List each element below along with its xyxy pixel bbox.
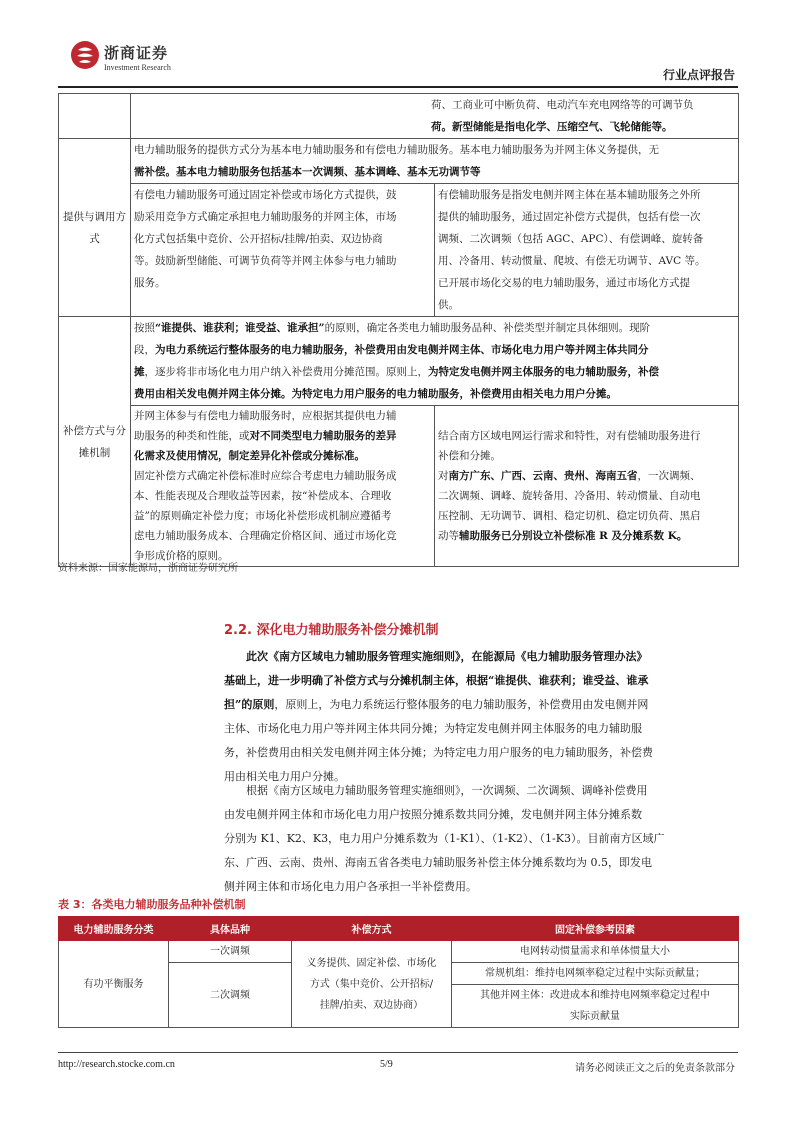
cell-line: 荷。新型储能是指电化学、压缩空气、飞轮储能等。 [431,121,673,133]
text-line: 此次《南方区域电力辅助服务管理实施细则》，在能源局《电力辅助服务管理办法》 [246,650,648,663]
cell-line: 按照“谁提供、谁获利；谁受益、谁承担”的原则，确定各类电力辅助服务品种、补偿类型并制定具体细则。现阶 [134,322,651,334]
cell-line: 用、冷备用、转动惯量、爬坡、有偿无功调节、AVC 等。 [438,255,706,267]
cell-line: 费用由相关发电侧并网主体分摊。为特定电力用户服务的电力辅助服务，补偿费用由相关电力用户分摊。 [134,388,617,400]
table-cell [435,184,739,317]
table-cell [131,94,739,139]
cell-line: 补偿和分摊。 [438,450,501,462]
table-row [59,94,739,139]
text-line: 由发电侧并网主体和市场化电力用户按照分摊系数共同分摊，发电侧并网主体分摊系数 [224,808,642,821]
body-paragraph [224,645,738,789]
table-row [59,941,739,963]
text-line: 务，补偿费用由相关发电侧并网主体分摊；为特定电力用户服务的电力辅助服务，补偿费 [224,746,653,759]
policy-table [58,93,739,567]
text-line: 主体、市场化电力用户等并网主体共同分摊；为特定发电侧并网主体服务的电力辅助服 [224,722,642,735]
table-header-row [59,917,739,941]
table-cell [131,406,435,567]
table-cell-empty [59,94,131,139]
section-title: 2.2. 深化电力辅助服务补偿分摊机制 [224,623,439,638]
row-label: 补偿方式与分摊机制 [59,317,131,567]
cell-line: 摊，逐步将非市场化电力用户纳入补偿费用分摊范围。原则上，为特定发电侧并网主体服务的电力辅助服务，补偿 [134,366,659,378]
table-row [59,139,739,184]
cell-line: 已开展市场化交易的电力辅助服务，通过市场化方式提 [438,277,690,289]
cell-line: 并网主体参与有偿电力辅助服务时，应根据其提供电力辅 [134,410,397,422]
cell-line: 化需求及使用情况，制定差异化补偿或分摊标准。 [134,450,365,462]
cell-line: 益”的原则确定补偿力度；市场化补偿形成机制应遵循考 [134,510,392,522]
cell-line: 需补偿。基本电力辅助服务包括基本一次调频、基本调峰、基本无功调节等 [134,166,481,178]
text-line: 用由相关电力用户分摊。 [224,770,345,783]
cell-line: 服务。 [134,277,166,289]
factor-cell: 常规机组：维持电网频率稳定过程中实际贡献量； [452,963,739,985]
table-cell [131,317,739,406]
cell-line: 争形成价格的原则。 [134,550,229,562]
cell-line: 本、性能表现及合理收益等因素，按“补偿成本、合理收 [134,490,392,502]
table-cell [131,184,435,317]
method-cell: 义务提供、固定补偿、市场化 方式（集中竞价、公开招标/ 挂牌/拍卖、双边协商） [292,941,452,1028]
page-number: 5/9 [380,1059,393,1070]
company-logo-icon [70,40,100,70]
text-line: 侧并网主体和市场化电力用户各承担一半补偿费用。 [224,880,477,893]
column-header: 具体品种 [169,917,292,941]
body-paragraph [224,779,738,899]
category-cell: 有功平衡服务 [59,941,169,1028]
cell-line: 供。 [438,299,459,311]
cell-line: 电力辅助服务的提供方式分为基本电力辅助服务和有偿电力辅助服务。基本电力辅助服务为并网主体义务提供，无 [134,144,659,156]
cell-line: 荷、工商业可中断负荷、电动汽车充电网络等的可调节负 [431,99,694,111]
cell-line: 动等辅助服务已分别设立补偿标准 R 及分摊系数 K。 [438,530,688,542]
cell-line: 虑电力辅助服务成本、合理确定价格区间、通过市场化竞 [134,530,397,542]
cell-line: 助服务的种类和性能，或对不同类型电力辅助服务的差异 [134,430,397,442]
table-row [59,317,739,406]
cell-line: 有偿辅助服务是指发电侧并网主体在基本辅助服务之外所 [438,189,701,201]
cell-line: 励采用竞争方式确定承担电力辅助服务的并网主体，市场 [134,211,397,223]
footer-url-link[interactable]: http://research.stocke.com.cn [58,1059,175,1070]
footer-divider [58,1052,738,1053]
factor-cell: 其他并网主体：改进成本和维持电网频率稳定过程中 实际贡献量 [452,985,739,1028]
row-label: 提供与调用方式 [59,139,131,317]
cell-line: 提供的辅助服务，通过固定补偿方式提供，包括有偿一次 [438,211,701,223]
column-header: 固定补偿参考因素 [452,917,739,941]
cell-line: 化方式包括集中竞价、公开招标/挂牌/拍卖、双边协商 [134,233,383,245]
cell-line: 结合南方区域电网运行需求和特性，对有偿辅助服务进行 [438,430,701,442]
logo-subtext: Investment Research [104,63,171,72]
variety-cell: 一次调频 [169,941,292,963]
column-header: 电力辅助服务分类 [59,917,169,941]
text-line: 担”的原则，原则上，为电力系统运行整体服务的电力辅助服务，补偿费用由发电侧并网 [224,698,649,711]
cell-line: 段，为电力系统运行整体服务的电力辅助服务，补偿费用由发电侧并网主体、市场化电力用户等并网主体共同分 [134,344,649,356]
cell-line: 等。鼓励新型储能、可调节负荷等并网主体参与电力辅助 [134,255,397,267]
header-divider [58,86,738,88]
cell-line: 压控制、无功调节、调相、稳定切机、稳定切负荷、黑启 [438,510,701,522]
footer-disclaimer: 请务必阅读正文之后的免责条款部分 [575,1063,735,1074]
document-type: 行业点评报告 [662,68,735,82]
table-row [59,406,739,567]
cell-line: 二次调频、调峰、旋转备用、冷备用、转动惯量、自动电 [438,490,701,502]
cell-line: 固定补偿方式确定补偿标准时应综合考虑电力辅助服务成 [134,470,397,482]
table-title: 表 3：各类电力辅助服务品种补偿机制 [58,898,246,911]
text-line: 根据《南方区域电力辅助服务管理实施细则》，一次调频、二次调频、调峰补偿费用 [246,784,648,797]
table-cell [131,139,739,184]
table-cell [435,406,739,567]
cell-line: 有偿电力辅助服务可通过固定补偿或市场化方式提供，鼓 [134,189,397,201]
factor-cell: 电网转动惯量需求和单体惯量大小 [452,941,739,963]
variety-cell: 二次调频 [169,963,292,1028]
text-line: 东、广西、云南、贵州、海南五省各类电力辅助服务补偿主体分摊系数均为 0.5，即发电 [224,856,652,869]
table-row [59,184,739,317]
source-note: 资料来源：国家能源局，浙商证券研究所 [58,563,238,574]
text-line: 基础上，进一步明确了补偿方式与分摊机制主体，根据“谁提供、谁获利；谁受益、谁承 [224,674,649,687]
cell-line: 对南方广东、广西、云南、贵州、海南五省，一次调频、 [438,470,701,482]
column-header: 补偿方式 [292,917,452,941]
logo-text: 浙商证券 [104,44,169,62]
compensation-table [58,916,739,1028]
cell-line: 调频、二次调频（包括 AGC、APC）、有偿调峰、旋转备 [438,233,704,245]
text-line: 分别为 K1、K2、K3，电力用户分摊系数为（1-K1）、（1-K2）、（1-K3）。目前南方区域广 [224,832,665,845]
